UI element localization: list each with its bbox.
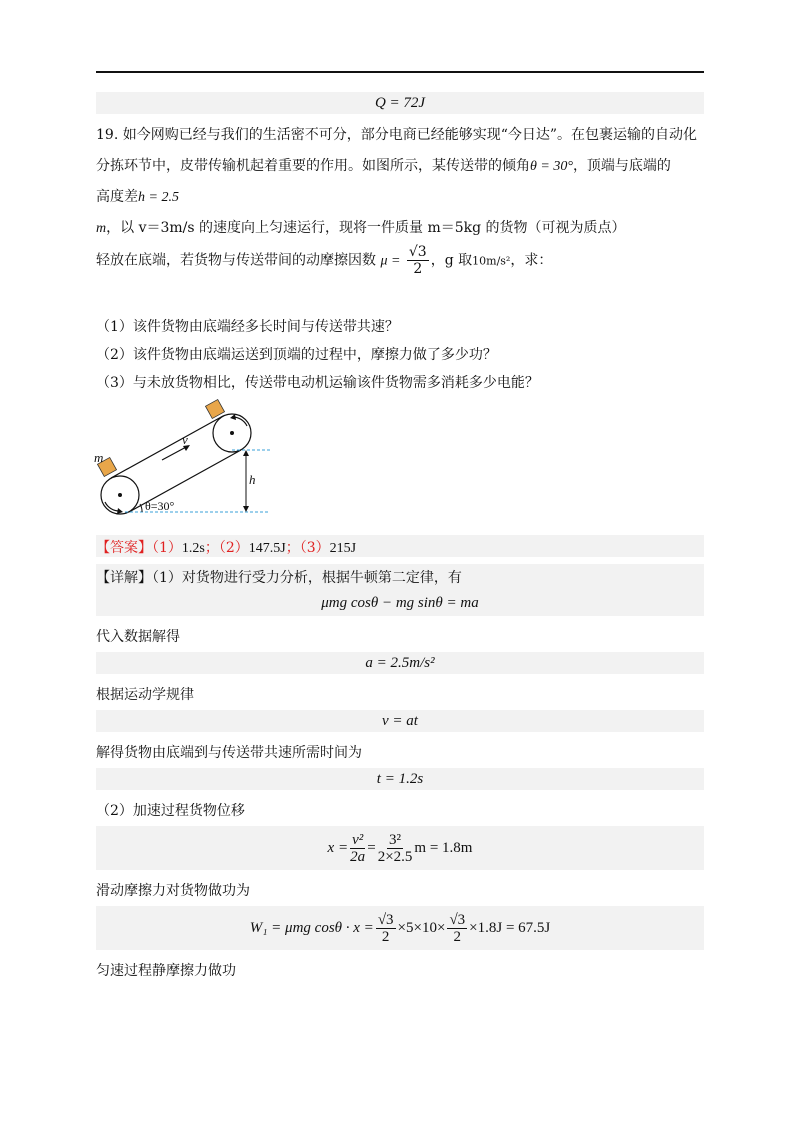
- eq-work: W₁ = μmg cosθ · x = $\frac{√3}{2}$ ×5×10× $\frac{√3}{2}$ ×1.8J = 67.5J: [96, 906, 704, 950]
- prev-result-equation: Q = 72J: [96, 92, 704, 114]
- label-v: v: [182, 432, 188, 447]
- eq-newton: μmg cosθ − mg sinθ = ma: [321, 594, 479, 611]
- height-equation: h = 2.5 m: [96, 190, 179, 236]
- label-h: h: [249, 472, 256, 487]
- eq-acceleration: a = 2.5m/s²: [96, 652, 704, 674]
- detail-tag: 【详解】: [96, 570, 152, 586]
- sub-question-2: （2）该件货物由底端运送到顶端的过程中，摩擦力做了多少功？: [96, 347, 497, 363]
- answer-line: 【答案】（1）1.2s；（2）147.5J；（3）215J: [96, 540, 357, 556]
- eq-time: t = 1.2s: [96, 768, 704, 790]
- detail-text-1: 代入数据解得: [96, 629, 180, 645]
- detail-text-5: 滑动摩擦力对货物做功为: [96, 883, 250, 899]
- conveyor-belt-diagram: [90, 398, 280, 523]
- sub-question-3: （3）与未放货物相比，传送带电动机运输该件货物需多消耗多少电能？: [96, 375, 539, 391]
- detail-intro: 【详解】（1）对货物进行受力分析，根据牛顿第二定律，有: [96, 570, 462, 586]
- detail-text-2: 根据运动学规律: [96, 687, 194, 703]
- theta-equation: θ = 30°: [530, 159, 573, 174]
- answer-tag: 【答案】: [96, 540, 152, 556]
- detail-text-6: 匀速过程静摩擦力做功: [96, 963, 236, 979]
- question-number: 19.: [96, 127, 119, 143]
- sub-question-1: （1）该件货物由底端经多长时间与传送带共速？: [96, 319, 399, 335]
- eq-displacement: x = $\frac{\text{v²}}{2a}$ = $\frac{\text{3²}}{2\times 2.5}$ m = 1.8m: [96, 826, 704, 870]
- detail-text-3: 解得货物由底端到与传送带共速所需时间为: [96, 745, 362, 761]
- header-rule: [96, 71, 704, 73]
- friction-line: 轻放在底端，若货物与传送带间的动摩擦因数 μ = $\frac{√3}{2}$ ，g 取10m/s²，求：: [96, 244, 553, 277]
- cargo-box-top: [205, 399, 224, 418]
- detail-text-4: （2）加速过程货物位移: [96, 803, 245, 819]
- label-m: m: [94, 450, 104, 465]
- label-theta: θ=30°: [145, 499, 175, 513]
- mu-fraction: $\frac{√3}{2}$: [408, 244, 427, 277]
- question-paragraph: 19. 如今网购已经与我们的生活密不可分，部分电商已经能够实现“今日达”。在包裹运输的自动化分拣环节中，皮带传输机起着重要的作用。如图所示，某传送带的倾角θ = 30°，顶端与底端的 高度差h = 2.5 m，以 v＝3m/s 的速度向上匀速运行，现将一件质量 m＝5kg 的货物（可视为质点）: [96, 127, 698, 236]
- eq-velocity: v = at: [96, 710, 704, 732]
